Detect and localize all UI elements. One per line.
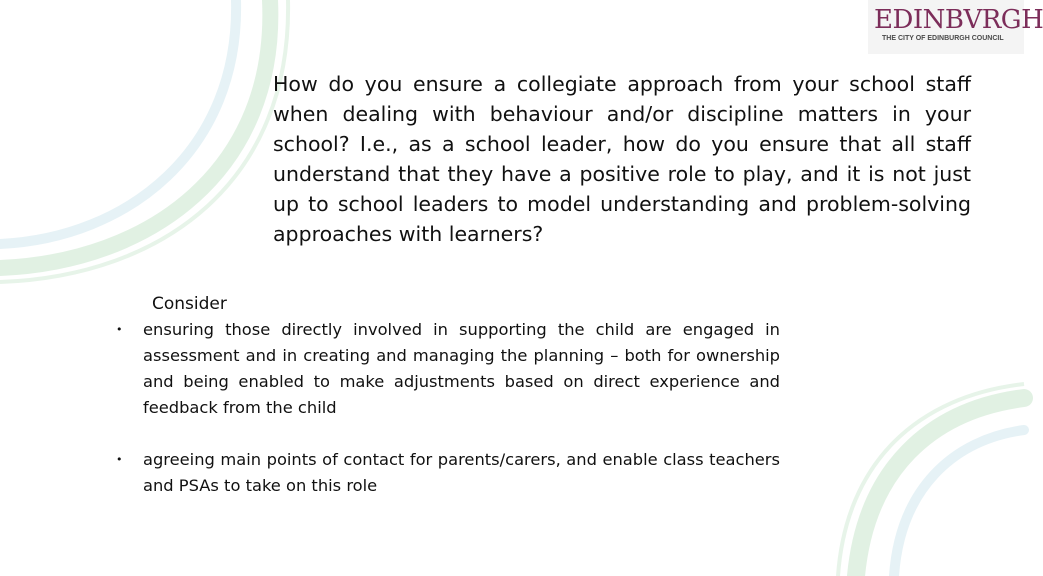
bullet-icon: • bbox=[116, 323, 123, 336]
list-item bbox=[116, 447, 780, 499]
bullet-icon: • bbox=[116, 453, 123, 466]
logo-subtitle: THE CITY OF EDINBURGH COUNCIL bbox=[882, 35, 1004, 42]
list-item-text: agreeing main points of contact for parents/carers, and enable class teachers and PSAs to take on this role bbox=[143, 450, 780, 495]
logo-wordmark: EDINBVRGH bbox=[874, 5, 1043, 35]
list-item-text: ensuring those directly involved in supporting the child are engaged in assessment and in creating and managing the planning – both for ownership and being enabled to make adjustments based on direct experience and feedback from the child bbox=[143, 320, 780, 417]
consider-list bbox=[116, 317, 780, 499]
decorative-arc-top-left-inner bbox=[0, 0, 236, 244]
list-item bbox=[116, 317, 780, 421]
decorative-arc-bottom-right-outer bbox=[856, 398, 1024, 576]
edinburgh-council-logo bbox=[868, 0, 1043, 54]
slide-question: How do you ensure a collegiate approach from your school staff when dealing with behaviour and/or discipline matters in your school? I.e., as a school leader, how do you ensure that all staff understand that they have a positive role to play, and it is not just up to school leaders to model understanding and problem-solving approaches with learners? bbox=[273, 72, 971, 246]
consider-heading: Consider bbox=[152, 294, 227, 314]
